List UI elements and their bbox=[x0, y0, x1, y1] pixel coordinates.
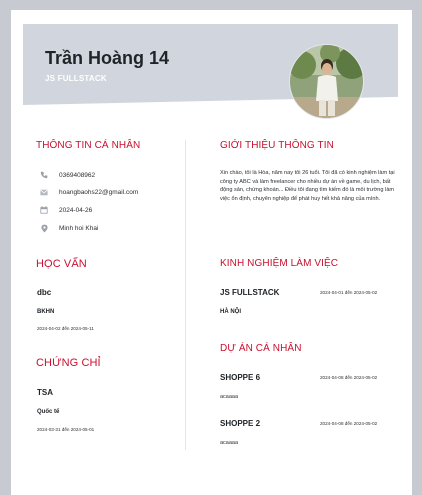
experience-location: HÀ NỘI bbox=[220, 309, 241, 315]
experience-position: JS FULLSTACK bbox=[220, 288, 280, 297]
contact-email bbox=[39, 186, 138, 198]
calendar-icon bbox=[39, 205, 49, 215]
contact-phone bbox=[39, 169, 95, 181]
personal-info-title: THÔNG TIN CÁ NHÂN bbox=[36, 140, 141, 151]
project-name: SHOPPE 6 bbox=[220, 373, 261, 382]
experience-title: KINH NGHIỆM LÀM VIỆC bbox=[220, 258, 339, 269]
certificate-scope: Quốc tế bbox=[37, 409, 60, 415]
projects-title: DỰ ÁN CÁ NHÂN bbox=[220, 343, 302, 354]
address-value: Minh hoi Khai bbox=[59, 224, 99, 232]
avatar bbox=[289, 44, 364, 119]
contact-birthday bbox=[39, 204, 92, 216]
education-dates: 2024-04-02 đến 2024-05-11 bbox=[37, 326, 94, 331]
intro-title: GIỚI THIỆU THÔNG TIN bbox=[220, 140, 334, 151]
phone-icon bbox=[39, 170, 49, 180]
column-divider bbox=[185, 140, 186, 450]
project-name: SHOPPE 2 bbox=[220, 419, 261, 428]
birthday-value: 2024-04-26 bbox=[59, 206, 93, 214]
project-desc: acaaaa bbox=[220, 394, 239, 400]
project-dates: 2024-04-08 đến 2024-05-02 bbox=[320, 375, 378, 380]
project-dates: 2024-04-08 đến 2024-05-02 bbox=[320, 421, 378, 426]
email-icon bbox=[39, 187, 49, 197]
email-value: hoangbaohs22@gmail.com bbox=[59, 188, 139, 196]
education-school: dbc bbox=[37, 288, 52, 297]
project-desc: acaaaa bbox=[220, 440, 239, 446]
intro-text: Xin chào, tôi là Hòa, năm nay tôi 26 tuổi. Tôi đã có kinh nghiệm làm tại công ty ABC và làm freelancer cho nhiều dự án về game, du lịch, bất động sản, chứng khoán... Điều tôi đang tìm kiếm đó là môi trường làm việc ổn định, chuyên nghiệp để phát huy hết khả năng của mình. bbox=[220, 170, 395, 202]
education-title: HỌC VẤN bbox=[36, 258, 87, 270]
candidate-name: Trần Hoàng 14 bbox=[45, 48, 170, 68]
certificate-dates: 2024-03-31 đến 2024-05-01 bbox=[37, 427, 95, 432]
certificates-title: CHỨNG CHỈ bbox=[36, 357, 101, 369]
certificate-name: TSA bbox=[37, 388, 53, 397]
education-major: BKHN bbox=[37, 309, 55, 315]
location-icon bbox=[39, 223, 49, 233]
experience-dates: 2024-04-01 đến 2024-05-02 bbox=[320, 290, 378, 295]
contact-address bbox=[39, 222, 98, 234]
phone-value: 0369408962 bbox=[59, 171, 96, 179]
avatar-photo bbox=[290, 45, 363, 118]
candidate-role: JS FULLSTACK bbox=[45, 74, 107, 83]
